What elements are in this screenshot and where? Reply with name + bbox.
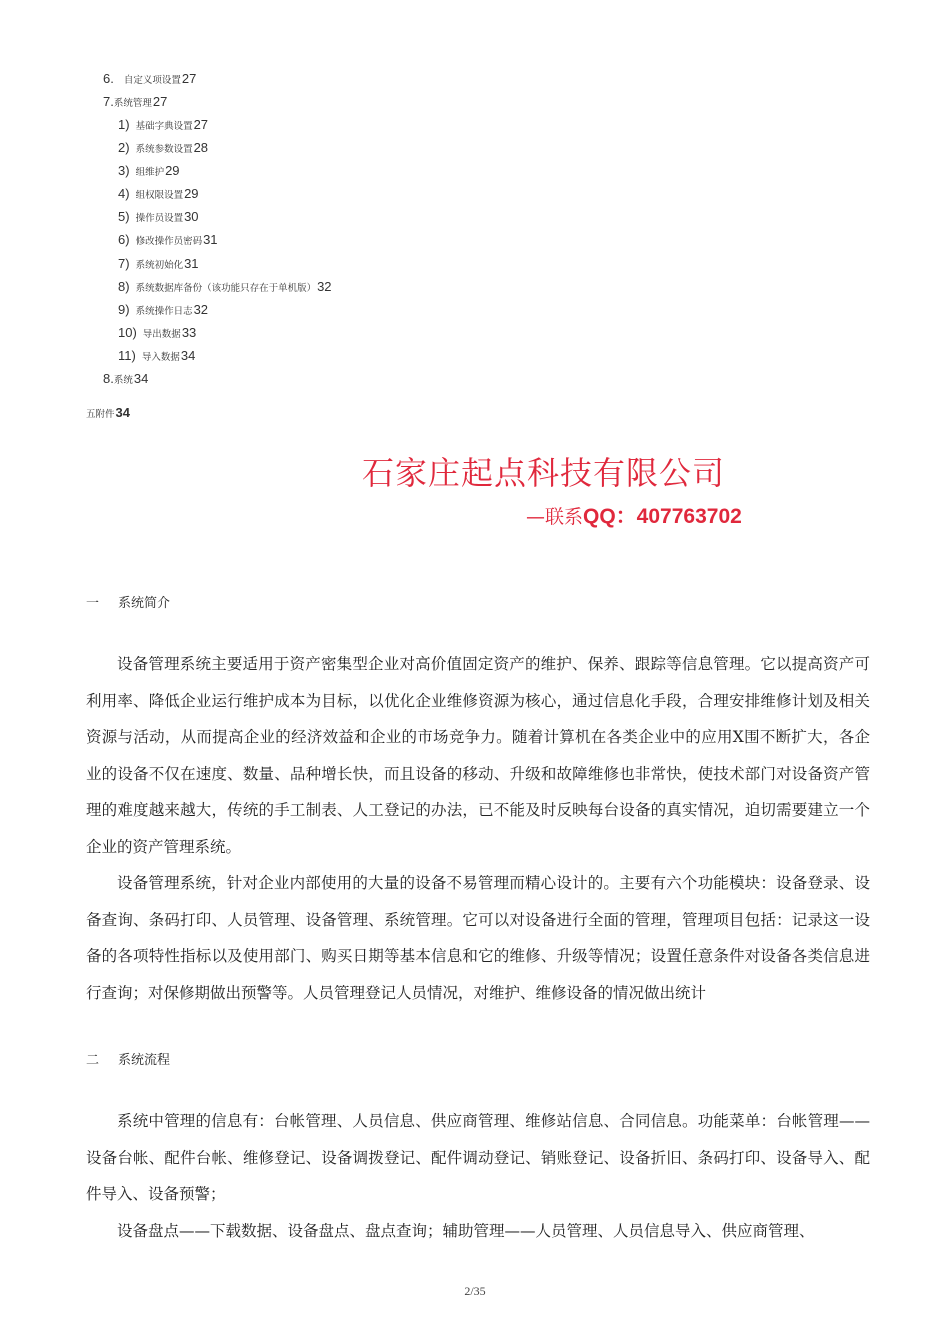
toc-number: 3): [118, 163, 130, 178]
toc-page: 27: [152, 94, 168, 109]
toc-page: 31: [203, 232, 218, 247]
toc-page: 34: [115, 405, 130, 420]
toc-text: 系统数据库备份（该功能只存在于单机版）: [135, 283, 317, 294]
toc-number: 7.: [103, 94, 114, 109]
section-title: 系统流程: [118, 1053, 171, 1068]
toc-page: 32: [193, 302, 209, 317]
toc-text: 自定义项设置: [123, 75, 181, 86]
toc-number: 11): [118, 348, 136, 363]
paragraph: 设备盘点——下载数据、设备盘点、盘点查询；辅助管理——人员管理、人员信息导入、供应商管理、: [117, 1221, 815, 1240]
toc-item[interactable]: [118, 279, 332, 299]
contact-qq: QQ：407763702: [583, 505, 742, 528]
toc-number: 9): [118, 302, 130, 317]
toc-text: 五附件: [86, 409, 115, 420]
toc-text: 组维护: [135, 167, 165, 178]
toc-number: 6.: [103, 71, 114, 86]
toc-text: 系统操作日志: [135, 306, 193, 317]
toc-text: 系统初始化: [135, 260, 184, 271]
toc-number: 6): [118, 232, 130, 247]
toc-item[interactable]: [118, 348, 195, 368]
toc-page: 28: [193, 140, 209, 155]
toc-number: 8): [118, 279, 130, 294]
page-number: 2/35: [464, 1284, 486, 1298]
toc-item[interactable]: [118, 186, 199, 206]
toc-item[interactable]: [118, 209, 199, 229]
section-heading: [86, 1049, 170, 1068]
toc-text: 基础字典设置: [135, 121, 193, 132]
toc-item[interactable]: [103, 371, 148, 391]
toc-text: 修改操作员密码: [135, 236, 203, 247]
toc-item[interactable]: [118, 140, 208, 160]
toc-text: 系统参数设置: [135, 144, 193, 155]
toc-item[interactable]: [103, 94, 167, 114]
toc-item[interactable]: [118, 302, 208, 322]
section-body: [86, 1103, 870, 1249]
toc-item[interactable]: [118, 232, 218, 252]
toc-page: 29: [184, 186, 199, 201]
toc-text: 导入数据: [141, 352, 180, 363]
toc-page: 32: [317, 279, 332, 294]
toc-item[interactable]: [86, 405, 130, 425]
toc-item[interactable]: [118, 325, 196, 345]
toc-number: 10): [118, 325, 137, 340]
toc-number: 8.: [103, 371, 114, 386]
toc-item[interactable]: [118, 163, 180, 183]
toc-text: 组权限设置: [135, 190, 184, 201]
toc-number: 4): [118, 186, 130, 201]
contact-prefix: —联系: [526, 506, 584, 528]
paragraph: 设备管理系统，针对企业内部使用的大量的设备不易管理而精心设计的。主要有六个功能模块：设备登录、设备查询、条码打印、人员管理、设备管理、系统管理。它可以对设备进行全面的管理，管理项目包括：记录这一设备的各项特性指标以及使用部门、购买日期等基本信息和它的维修、升级等情况；设置任意条件对设备各类信息进行查询；对保修期做出预警等。人员管理登记人员情况，对维护、维修设备的情况做出统计: [86, 874, 870, 1002]
toc-page: 34: [133, 371, 149, 386]
toc-page: 34: [180, 348, 196, 363]
section-number: 一: [86, 596, 100, 611]
section-body: [86, 646, 870, 1011]
contact-line: [526, 500, 742, 530]
paragraph: 系统中管理的信息有：台帐管理、人员信息、供应商管理、维修站信息、合同信息。功能菜单：台帐管理——设备台帐、配件台帐、维修登记、设备调拨登记、配件调动登记、销账登记、设备折旧、条码打印、设备导入、配件导入、设备预警；: [86, 1112, 870, 1203]
paragraph: 设备管理系统主要适用于资产密集型企业对高价值固定资产的维护、保养、跟踪等信息管理。它以提高资产可利用率、降低企业运行维护成本为目标，以优化企业维修资源为核心，通过信息化手段，合理安排维修计划及相关资源与活动，从而提高企业的经济效益和企业的市场竞争力。随着计算机在各类企业中的应用X围不断扩大，各企业的设备不仅在速度、数量、品种增长快，而且设备的移动、升级和故障维修也非常快，使技术部门对设备资产管理的难度越来越大，传统的手工制表、人工登记的办法，已不能及时反映每台设备的真实情况，迫切需要建立一个企业的资产管理系统。: [86, 655, 870, 856]
toc-page: 27: [193, 117, 209, 132]
section-title: 系统简介: [118, 596, 171, 611]
toc-page: 31: [184, 256, 199, 271]
toc-text: 导出数据: [142, 329, 181, 340]
toc-number: 1): [118, 117, 130, 132]
toc-page: 27: [181, 71, 197, 86]
toc-item[interactable]: [103, 71, 196, 91]
toc-page: 33: [181, 325, 197, 340]
toc-page: 29: [165, 163, 180, 178]
company-name: 石家庄起点科技有限公司: [362, 454, 726, 492]
toc-number: 2): [118, 140, 130, 155]
toc-text: 系统: [113, 375, 133, 386]
section-heading: [86, 592, 170, 611]
toc-page: 30: [184, 209, 199, 224]
toc-text: 操作员设置: [135, 213, 184, 224]
toc-item[interactable]: [118, 117, 208, 137]
toc-item[interactable]: [118, 256, 199, 276]
section-number: 二: [86, 1053, 100, 1068]
toc-number: 7): [118, 256, 130, 271]
toc-number: 5): [118, 209, 130, 224]
toc-text: 系统管理: [113, 98, 152, 109]
